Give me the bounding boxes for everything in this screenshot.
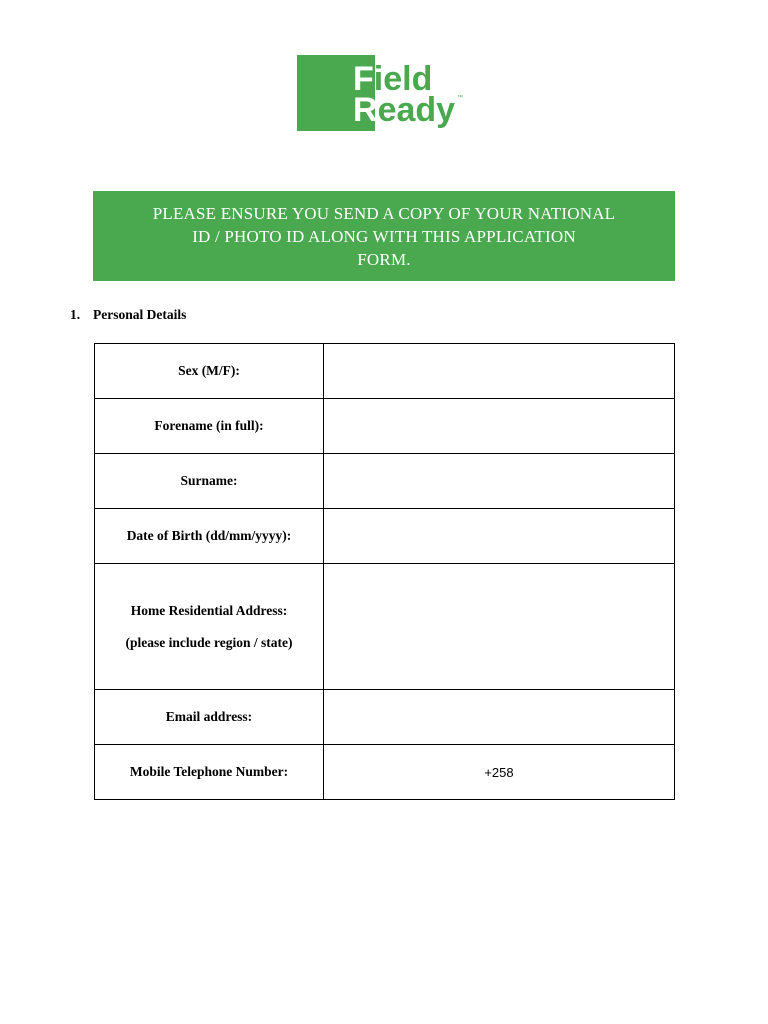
table-row-forename — [95, 399, 675, 454]
home-address-label-text: Home Residential Address: — [130, 602, 288, 618]
forename-label: Forename (in full): — [95, 399, 324, 454]
personal-details-table — [94, 343, 675, 800]
logo-letter-f: F — [353, 60, 374, 98]
section-number: 1. — [70, 307, 81, 322]
table-row-surname — [95, 454, 675, 509]
email-field[interactable] — [324, 690, 675, 745]
date-of-birth-field[interactable] — [324, 509, 675, 564]
home-address-sublabel: (please include region / state) — [125, 634, 293, 650]
sex-field[interactable] — [324, 344, 675, 399]
logo-text-eady: eady — [377, 91, 456, 129]
mobile-field[interactable]: +258 — [324, 745, 675, 800]
section-heading-personal-details — [70, 306, 186, 324]
banner-text — [133, 202, 635, 271]
table-row-sex — [95, 344, 675, 399]
banner-line-3: FORM. — [357, 250, 411, 269]
id-notice-banner — [93, 191, 675, 281]
logo-line-ready — [353, 93, 455, 127]
table-row-mobile — [95, 745, 675, 800]
home-address-field[interactable] — [324, 564, 675, 690]
table-row-date-of-birth — [95, 509, 675, 564]
field-ready-logo — [297, 55, 467, 131]
date-of-birth-label: Date of Birth (dd/mm/yyyy): — [95, 509, 324, 564]
banner-line-1: PLEASE ENSURE YOU SEND A COPY OF YOUR NATIONAL — [152, 204, 616, 223]
surname-label: Surname: — [95, 454, 324, 509]
table-row-home-address — [95, 564, 675, 690]
sex-label: Sex (M/F): — [95, 344, 324, 399]
banner-line-2: ID / PHOTO ID ALONG WITH THIS APPLICATION — [192, 227, 576, 246]
logo-letter-r: R — [353, 91, 378, 129]
table-row-email — [95, 690, 675, 745]
logo-text-ield: ield — [373, 60, 433, 98]
mobile-label: Mobile Telephone Number: — [95, 745, 324, 800]
surname-field[interactable] — [324, 454, 675, 509]
section-title: Personal Details — [93, 307, 187, 322]
logo-trademark: ™ — [457, 95, 463, 101]
email-label: Email address: — [95, 690, 324, 745]
home-address-label — [95, 564, 324, 690]
forename-field[interactable] — [324, 399, 675, 454]
